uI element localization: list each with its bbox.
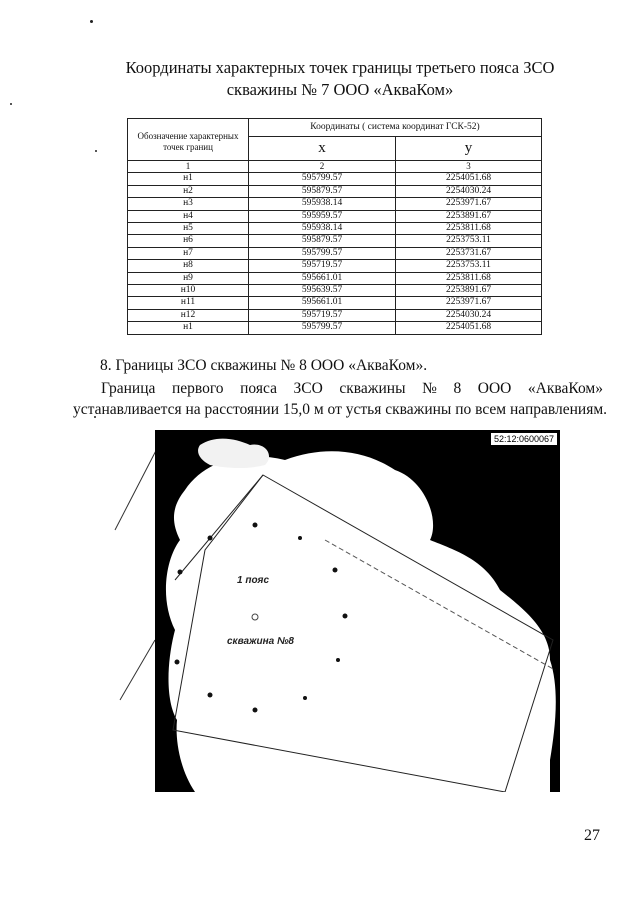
- paragraph-word: пояса: [240, 380, 277, 397]
- scan-speck: [90, 20, 93, 23]
- paragraph-word: первого: [171, 380, 224, 397]
- point-name: н1: [128, 173, 249, 185]
- coord-y: 2253891.67: [396, 210, 542, 222]
- table-row: [128, 272, 542, 284]
- section-paragraph: [73, 378, 608, 420]
- coord-y: 2254051.68: [396, 173, 542, 185]
- paragraph-word: ООО: [477, 380, 512, 397]
- coord-x: 595719.57: [249, 309, 396, 321]
- column-header-coordinates: Координаты ( система координат ГСК-52): [249, 119, 542, 137]
- map-point: [175, 660, 180, 665]
- coord-y: 2254030.24: [396, 309, 542, 321]
- map-point: [298, 536, 302, 540]
- point-name: н10: [128, 285, 249, 297]
- point-name: н8: [128, 260, 249, 272]
- table-row: [128, 247, 542, 259]
- map-point: [208, 693, 213, 698]
- cadastral-map: [155, 430, 560, 792]
- map-point: [178, 570, 183, 575]
- coord-x: 595938.14: [249, 198, 396, 210]
- column-index: 3: [396, 161, 542, 173]
- page-number: 27: [584, 827, 600, 844]
- coord-x: 595799.57: [249, 322, 396, 334]
- point-name: н3: [128, 198, 249, 210]
- column-header-x: x: [249, 137, 396, 161]
- coordinates-table: [127, 118, 542, 335]
- map-point: [336, 658, 340, 662]
- point-name: н11: [128, 297, 249, 309]
- boundary-line-outside: [120, 640, 155, 700]
- paragraph-word: скважины: [339, 380, 406, 397]
- coord-y: 2253753.11: [396, 235, 542, 247]
- coord-x: 595879.57: [249, 235, 396, 247]
- point-name: н12: [128, 309, 249, 321]
- table-row: [128, 223, 542, 235]
- coord-y: 2253731.67: [396, 247, 542, 259]
- coord-y: 2253971.67: [396, 297, 542, 309]
- coord-y: 2254051.68: [396, 322, 542, 334]
- coord-x: 595799.57: [249, 247, 396, 259]
- point-name: н7: [128, 247, 249, 259]
- column-index-row: [128, 161, 542, 173]
- point-name: н5: [128, 223, 249, 235]
- coord-x: 595639.57: [249, 285, 396, 297]
- table-row: [128, 210, 542, 222]
- title-line-1: Координаты характерных точек границы третьего пояса ЗСО: [125, 58, 555, 77]
- table-row: [128, 260, 542, 272]
- coord-y: 2253891.67: [396, 285, 542, 297]
- coord-y: 2253753.11: [396, 260, 542, 272]
- paragraph-word: 8: [453, 380, 462, 397]
- point-name: н2: [128, 185, 249, 197]
- coord-x: 595661.01: [249, 272, 396, 284]
- paragraph-line-2: устанавливается на расстоянии 15,0 м от устья скважины по всем направлениям.: [73, 401, 608, 418]
- column-header-points: Обозначение характерных точек границ: [128, 119, 249, 161]
- scan-speck: [95, 150, 97, 152]
- table-row: [128, 235, 542, 247]
- point-name: н9: [128, 272, 249, 284]
- title-line-2: скважины № 7 ООО «АкваКом»: [226, 80, 454, 99]
- paragraph-line-1: [73, 378, 603, 399]
- table-row: [128, 185, 542, 197]
- coord-x: 595719.57: [249, 260, 396, 272]
- map-point: [253, 523, 258, 528]
- coord-y: 2254030.24: [396, 185, 542, 197]
- map-point: [253, 708, 258, 713]
- map-light-area: [198, 439, 269, 468]
- coord-x: 595959.57: [249, 210, 396, 222]
- cadastral-id-label: 52:12:0600067: [490, 432, 558, 446]
- table-row: [128, 297, 542, 309]
- map-point: [343, 614, 348, 619]
- column-index: 2: [249, 161, 396, 173]
- coord-y: 2253971.67: [396, 198, 542, 210]
- column-header-y: y: [396, 137, 542, 161]
- map-light-area: [166, 451, 556, 792]
- point-name: н6: [128, 235, 249, 247]
- column-index: 1: [128, 161, 249, 173]
- coord-y: 2253811.68: [396, 223, 542, 235]
- map-drawing: [155, 430, 560, 792]
- section-heading: 8. Границы ЗСО скважины № 8 ООО «АкваКом».: [100, 357, 428, 374]
- scan-speck: [10, 103, 12, 105]
- table-row: [128, 309, 542, 321]
- zone-label: 1 пояс: [237, 575, 270, 586]
- map-point: [333, 568, 338, 573]
- paragraph-word: №: [422, 380, 437, 397]
- paragraph-word: Граница: [101, 380, 156, 397]
- coord-x: 595879.57: [249, 185, 396, 197]
- point-name: н1: [128, 322, 249, 334]
- table-row: [128, 285, 542, 297]
- paragraph-word: «АкваКом»: [527, 380, 603, 397]
- map-point: [208, 536, 213, 541]
- well-label: скважина №8: [227, 636, 294, 647]
- coord-x: 595799.57: [249, 173, 396, 185]
- table-row: [128, 173, 542, 185]
- map-point: [303, 696, 307, 700]
- coord-y: 2253811.68: [396, 272, 542, 284]
- table-row: [128, 198, 542, 210]
- document-title: [90, 57, 590, 101]
- coord-x: 595661.01: [249, 297, 396, 309]
- coord-x: 595938.14: [249, 223, 396, 235]
- point-name: н4: [128, 210, 249, 222]
- table-row: [128, 322, 542, 334]
- paragraph-word: ЗСО: [293, 380, 323, 397]
